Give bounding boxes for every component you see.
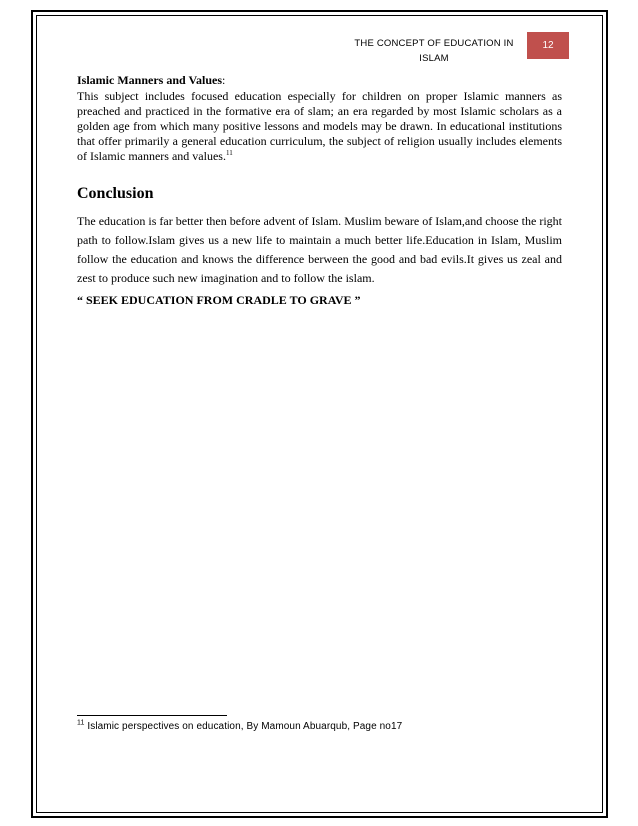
section-heading-colon: : (222, 73, 226, 87)
section-heading-text: Islamic Manners and Values (77, 73, 223, 87)
footnote-separator (77, 715, 227, 716)
closing-quote: “ SEEK EDUCATION FROM CRADLE TO GRAVE ” (77, 293, 361, 307)
page-number-badge: 12 (527, 32, 569, 59)
conclusion-paragraph: The education is far better then before advent of Islam. Muslim beware of Islam,and choose the right path to follow.Islam gives us a new life to maintain a much better life.Education in Islam, Muslim follow the education and knows the difference berween the good and bad evils.It gives us zeal and zest to produce such new imagination and to follow the islam. (77, 214, 562, 285)
footnote-reference[interactable]: 11 (225, 149, 233, 157)
section-paragraph-text: This subject includes focused education especially for children on proper Islamic manners as preached and practiced in the formative era of slam; an era regarded by most Islamic scholars as a golden age from which many positive lessons and models may be drawn. In educational institutions that offer primarily a general education curriculum, the subject of religion usually includes elements of Islamic manners and values. (77, 89, 562, 163)
footnote-text: Islamic perspectives on education, By Mamoun Abuarqub, Page no17 (84, 721, 403, 732)
running-header-title: THE CONCEPT OF EDUCATION IN ISLAM (354, 38, 514, 64)
section-heading (77, 73, 225, 88)
conclusion-heading: Conclusion (77, 185, 154, 202)
section-paragraph (77, 89, 562, 164)
footnote (77, 721, 402, 732)
footnote-number: 11 (77, 719, 85, 727)
